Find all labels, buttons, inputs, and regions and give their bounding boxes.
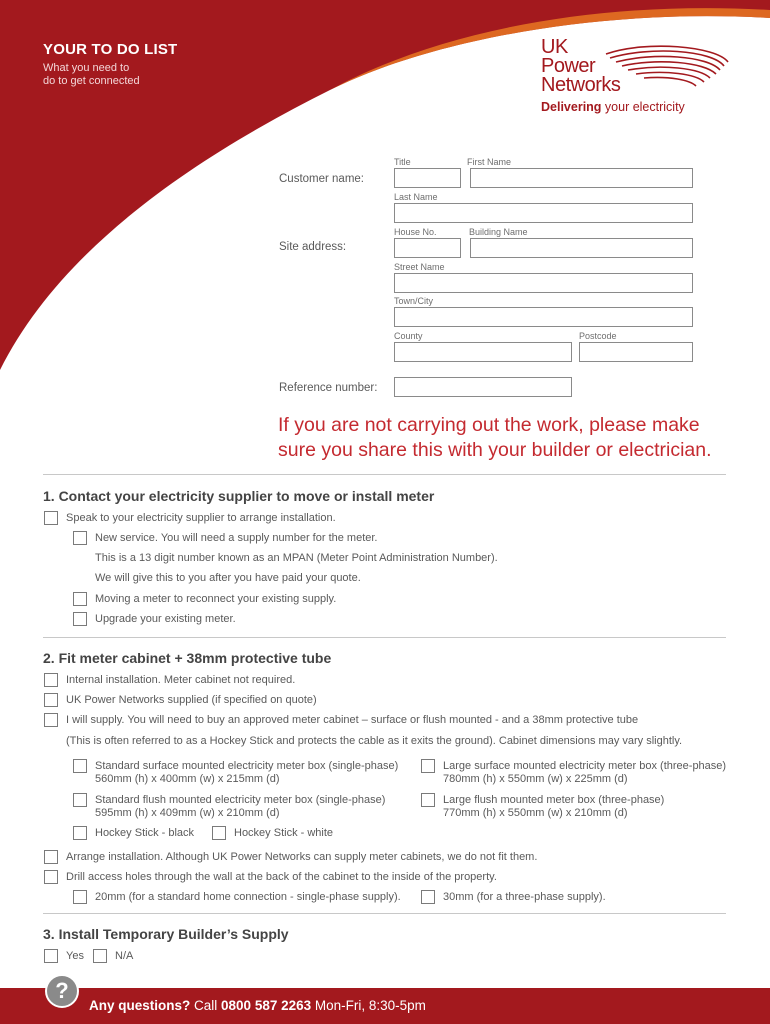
checkbox-30mm[interactable]	[421, 890, 435, 904]
title-label: Title	[394, 157, 411, 167]
checkbox-drill-access-holes[interactable]	[44, 870, 58, 884]
footer-contact	[89, 998, 426, 1013]
mpan-note: This is a 13 digit number known as an MPAN (Meter Point Administration Number).	[95, 552, 498, 564]
footer-questions: Any questions?	[89, 998, 191, 1013]
county-field[interactable]	[394, 342, 572, 362]
question-icon: ?	[45, 974, 79, 1008]
share-notice: If you are not carrying out the work, please make sure you share this with your builder or electrician.	[278, 414, 712, 461]
house-no-label: House No.	[394, 227, 437, 237]
checkbox-arrange-installation[interactable]	[44, 850, 58, 864]
checkbox-standard-flush-box[interactable]	[73, 793, 87, 807]
item-internal-installation: Internal installation. Meter cabinet not required.	[66, 674, 296, 686]
first-name-label: First Name	[467, 157, 512, 167]
building-name-label: Building Name	[469, 227, 528, 237]
postcode-label: Postcode	[579, 331, 617, 341]
town-city-label: Town/City	[394, 296, 434, 306]
footer-phone[interactable]: 0800 587 2263	[221, 998, 312, 1013]
opt-30mm: 30mm (for a three-phase supply).	[443, 891, 606, 903]
county-label: County	[394, 331, 423, 341]
opt-20mm: 20mm (for a standard home connection - single-phase supply).	[95, 891, 401, 903]
checkbox-large-surface-box[interactable]	[421, 759, 435, 773]
hockey-stick-note: (This is often referred to as a Hockey Stick and protects the cable as it exits the ground). Cabinet dimensions may vary slightly.	[66, 735, 683, 747]
opt-hockey-stick-black: Hockey Stick - black	[95, 827, 195, 839]
checkbox-new-service[interactable]	[73, 531, 87, 545]
subtitle-line-1: What you need to	[43, 62, 130, 74]
logo-line-2: Power	[541, 55, 596, 77]
tagline-rest: your electricity	[601, 100, 685, 114]
checkbox-standard-surface-box[interactable]	[73, 759, 87, 773]
item-arrange-installation: Arrange installation. Although UK Power Networks can supply meter cabinets, we do not fit them.	[66, 851, 538, 863]
checkbox-na[interactable]	[93, 949, 107, 963]
item-i-will-supply: I will supply. You will need to buy an approved meter cabinet – surface or flush mounted - and a 38mm protective tube	[66, 714, 639, 726]
checkbox-hockey-stick-black[interactable]	[73, 826, 87, 840]
reference-number-label: Reference number:	[279, 382, 378, 394]
subtitle-line-2: do to get connected	[43, 75, 140, 87]
site-address-label: Site address:	[279, 241, 347, 253]
opt-standard-surface-box: Standard surface mounted electricity meter box (single-phase)	[95, 760, 399, 772]
title-field[interactable]	[394, 168, 461, 188]
opt-large-flush-dims: 770mm (h) x 550mm (w) x 210mm (d)	[443, 807, 628, 819]
checkbox-20mm[interactable]	[73, 890, 87, 904]
opt-standard-flush-box: Standard flush mounted electricity meter box (single-phase)	[95, 794, 386, 806]
logo-tagline	[541, 100, 685, 114]
section-3-title: 3. Install Temporary Builder’s Supply	[43, 926, 289, 942]
item-ukpn-supplied: UK Power Networks supplied (if specified on quote)	[66, 694, 317, 706]
checkbox-internal-installation[interactable]	[44, 673, 58, 687]
building-name-field[interactable]	[470, 238, 693, 258]
checkbox-ukpn-supplied[interactable]	[44, 693, 58, 707]
checkbox-yes[interactable]	[44, 949, 58, 963]
opt-yes: Yes	[66, 950, 84, 962]
checkbox-i-will-supply[interactable]	[44, 713, 58, 727]
logo-line-3: Networks	[541, 74, 621, 96]
house-no-field[interactable]	[394, 238, 461, 258]
postcode-field[interactable]	[579, 342, 693, 362]
section-1-title: 1. Contact your electricity supplier to move or install meter	[43, 488, 435, 504]
checkbox-upgrade-meter[interactable]	[73, 612, 87, 626]
opt-large-surface-dims: 780mm (h) x 550mm (w) x 225mm (d)	[443, 773, 628, 785]
opt-na: N/A	[115, 950, 134, 962]
checkbox-speak-to-supplier[interactable]	[44, 511, 58, 525]
divider	[43, 637, 726, 638]
last-name-field[interactable]	[394, 203, 693, 223]
first-name-field[interactable]	[470, 168, 693, 188]
item-new-service: New service. You will need a supply number for the meter.	[95, 532, 378, 544]
opt-large-surface-box: Large surface mounted electricity meter box (three-phase)	[443, 760, 727, 772]
opt-standard-flush-dims: 595mm (h) x 409mm (w) x 210mm (d)	[95, 807, 280, 819]
street-name-label: Street Name	[394, 262, 445, 272]
logo-line-1: UK	[541, 36, 568, 58]
divider	[43, 913, 726, 914]
reference-number-field[interactable]	[394, 377, 572, 397]
customer-name-label: Customer name:	[279, 173, 365, 185]
divider	[43, 474, 726, 475]
opt-standard-surface-dims: 560mm (h) x 400mm (w) x 215mm (d)	[95, 773, 280, 785]
checkbox-moving-meter[interactable]	[73, 592, 87, 606]
item-speak-to-supplier: Speak to your electricity supplier to arrange installation.	[66, 512, 336, 524]
page-subtitle	[43, 62, 183, 88]
opt-hockey-stick-white: Hockey Stick - white	[234, 827, 334, 839]
item-drill-access-holes: Drill access holes through the wall at the back of the cabinet to the inside of the property.	[66, 871, 497, 883]
item-upgrade-meter: Upgrade your existing meter.	[95, 613, 236, 625]
logo-swoosh-icon	[596, 40, 736, 102]
street-name-field[interactable]	[394, 273, 693, 293]
last-name-label: Last Name	[394, 192, 438, 202]
footer-hours: Mon-Fri, 8:30-5pm	[311, 998, 426, 1013]
checkbox-large-flush-box[interactable]	[421, 793, 435, 807]
checkbox-hockey-stick-white[interactable]	[212, 826, 226, 840]
tagline-bold: Delivering	[541, 100, 602, 114]
item-moving-meter: Moving a meter to reconnect your existing supply.	[95, 593, 337, 605]
quote-note: We will give this to you after you have paid your quote.	[95, 572, 361, 584]
page-title: YOUR TO DO LIST	[43, 41, 178, 58]
town-city-field[interactable]	[394, 307, 693, 327]
section-2-title: 2. Fit meter cabinet + 38mm protective tube	[43, 650, 332, 666]
footer-call: Call	[190, 998, 222, 1013]
opt-large-flush-box: Large flush mounted meter box (three-phase)	[443, 794, 665, 806]
